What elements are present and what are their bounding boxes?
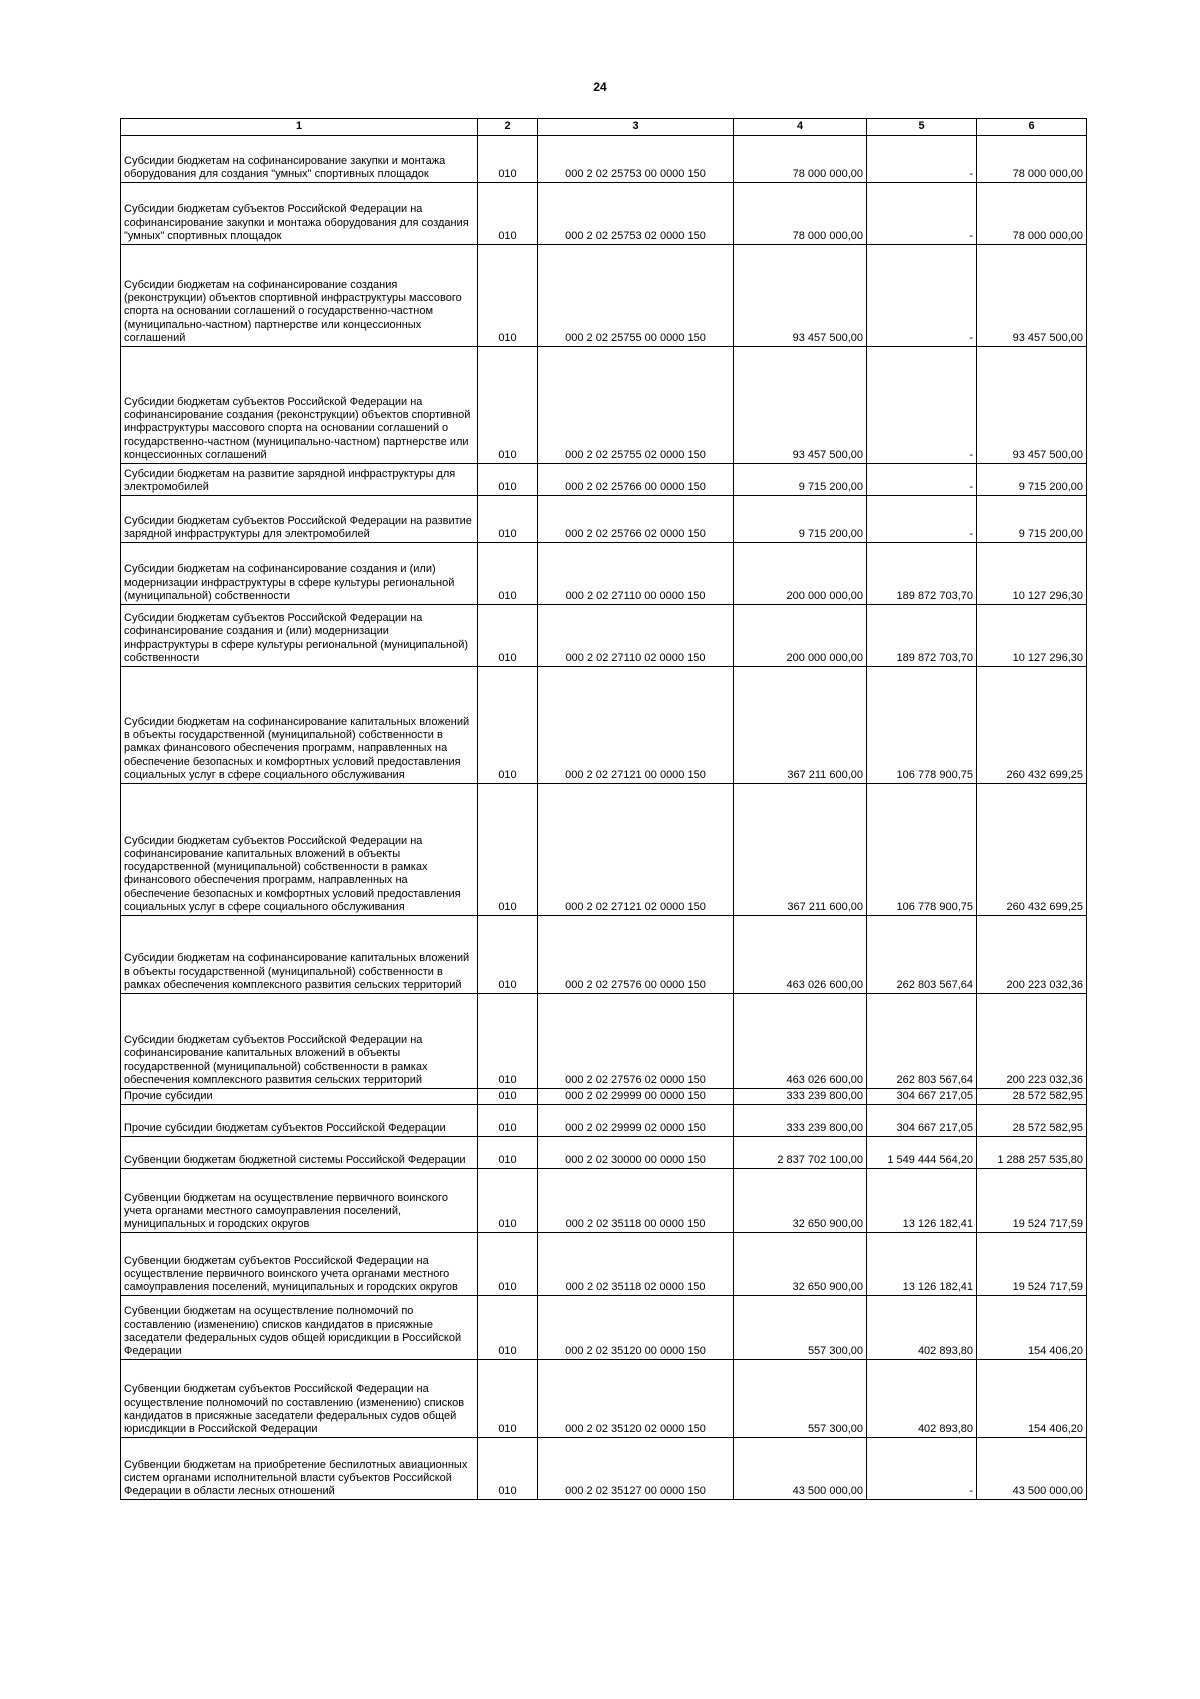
row-assigned-cell: 200 000 000,00	[734, 605, 867, 667]
row-code-cell: 010	[478, 183, 538, 245]
row-assigned-cell: 32 650 900,00	[734, 1169, 867, 1233]
row-executed-cell: 262 803 567,64	[867, 916, 977, 994]
table-row	[121, 1169, 1087, 1233]
row-remaining-cell: 78 000 000,00	[977, 183, 1087, 245]
row-name-cell: Субсидии бюджетам на софинансирование капитальных вложений в объекты государственной (муниципальной) собственности в рамках обеспечения комплексного развития сельских территорий	[121, 916, 478, 994]
row-executed-cell: 304 667 217,05	[867, 1105, 977, 1137]
table-row	[121, 667, 1087, 784]
row-kbk-cell: 000 2 02 27576 00 0000 150	[538, 916, 734, 994]
row-kbk-cell: 000 2 02 25753 02 0000 150	[538, 183, 734, 245]
row-name-cell: Субсидии бюджетам на развитие зарядной инфраструктуры для электромобилей	[121, 464, 478, 496]
row-kbk-cell: 000 2 02 25766 02 0000 150	[538, 496, 734, 543]
table-row	[121, 784, 1087, 916]
row-code-cell: 010	[478, 496, 538, 543]
table-row	[121, 916, 1087, 994]
row-name-cell: Субсидии бюджетам субъектов Российской Федерации на софинансирование капитальных вложений в объекты государственной (муниципальной) собственности в рамках финансового обеспечения программ, направленных на обеспечение безопасных и комфортных условий предоставления социальных услуг в сфере социального обслуживания	[121, 784, 478, 916]
row-assigned-cell: 463 026 600,00	[734, 916, 867, 994]
row-code-cell: 010	[478, 245, 538, 347]
row-assigned-cell: 93 457 500,00	[734, 347, 867, 464]
row-kbk-cell: 000 2 02 35120 02 0000 150	[538, 1360, 734, 1438]
table-row	[121, 1137, 1087, 1169]
row-name-cell: Субсидии бюджетам субъектов Российской Федерации на софинансирование капитальных вложений в объекты государственной (муниципальной) собственности в рамках обеспечения комплексного развития сельских территорий	[121, 994, 478, 1089]
row-kbk-cell: 000 2 02 35127 00 0000 150	[538, 1438, 734, 1500]
row-code-cell: 010	[478, 1137, 538, 1169]
row-kbk-cell: 000 2 02 25755 00 0000 150	[538, 245, 734, 347]
row-assigned-cell: 557 300,00	[734, 1296, 867, 1360]
row-name-cell: Субсидии бюджетам субъектов Российской Федерации на софинансирование закупки и монтажа оборудования для создания "умных" спортивных площадок	[121, 183, 478, 245]
row-kbk-cell: 000 2 02 27121 02 0000 150	[538, 784, 734, 916]
row-code-cell: 010	[478, 347, 538, 464]
row-executed-cell: 106 778 900,75	[867, 784, 977, 916]
table-row	[121, 347, 1087, 464]
budget-table	[120, 118, 1087, 1500]
row-code-cell: 010	[478, 543, 538, 605]
row-name-cell: Субвенции бюджетам субъектов Российской Федерации на осуществление первичного воинского учета органами местного самоуправления поселений, муниципальных и городских округов	[121, 1233, 478, 1296]
row-name-cell: Субсидии бюджетам на софинансирование создания и (или) модернизации инфраструктуры в сфере культуры региональной (муниципальной) собственности	[121, 543, 478, 605]
row-assigned-cell: 333 239 800,00	[734, 1105, 867, 1137]
row-executed-cell: 402 893,80	[867, 1296, 977, 1360]
row-assigned-cell: 9 715 200,00	[734, 464, 867, 496]
row-executed-cell: -	[867, 1438, 977, 1500]
row-assigned-cell: 333 239 800,00	[734, 1089, 867, 1105]
row-name-cell: Субсидии бюджетам субъектов Российской Федерации на софинансирование создания (реконструкции) объектов спортивной инфраструктуры массового спорта на основании соглашений о государственно-частном (муниципально-частном) партнерстве или концессионных соглашений	[121, 347, 478, 464]
row-remaining-cell: 10 127 296,30	[977, 543, 1087, 605]
row-assigned-cell: 367 211 600,00	[734, 667, 867, 784]
row-code-cell: 010	[478, 136, 538, 183]
row-executed-cell: 1 549 444 564,20	[867, 1137, 977, 1169]
row-code-cell: 010	[478, 1438, 538, 1500]
column-header-4: 4	[734, 119, 867, 136]
row-code-cell: 010	[478, 605, 538, 667]
table-body	[121, 136, 1087, 1500]
row-assigned-cell: 367 211 600,00	[734, 784, 867, 916]
row-remaining-cell: 154 406,20	[977, 1360, 1087, 1438]
table-header	[121, 119, 1087, 136]
row-code-cell: 010	[478, 667, 538, 784]
row-remaining-cell: 10 127 296,30	[977, 605, 1087, 667]
page-number: 24	[593, 80, 607, 94]
row-assigned-cell: 2 837 702 100,00	[734, 1137, 867, 1169]
row-remaining-cell: 9 715 200,00	[977, 464, 1087, 496]
row-code-cell: 010	[478, 1296, 538, 1360]
row-remaining-cell: 28 572 582,95	[977, 1089, 1087, 1105]
row-executed-cell: 13 126 182,41	[867, 1233, 977, 1296]
table-row	[121, 1089, 1087, 1105]
row-kbk-cell: 000 2 02 29999 02 0000 150	[538, 1105, 734, 1137]
row-kbk-cell: 000 2 02 27110 02 0000 150	[538, 605, 734, 667]
table-row	[121, 1105, 1087, 1137]
row-kbk-cell: 000 2 02 30000 00 0000 150	[538, 1137, 734, 1169]
column-header-2: 2	[478, 119, 538, 136]
row-name-cell: Субвенции бюджетам на осуществление первичного воинского учета органами местного самоуправления поселений, муниципальных и городских округов	[121, 1169, 478, 1233]
row-assigned-cell: 200 000 000,00	[734, 543, 867, 605]
row-executed-cell: -	[867, 496, 977, 543]
row-code-cell: 010	[478, 994, 538, 1089]
row-assigned-cell: 557 300,00	[734, 1360, 867, 1438]
row-remaining-cell: 19 524 717,59	[977, 1233, 1087, 1296]
table-row	[121, 994, 1087, 1089]
row-kbk-cell: 000 2 02 25755 02 0000 150	[538, 347, 734, 464]
row-kbk-cell: 000 2 02 27110 00 0000 150	[538, 543, 734, 605]
row-remaining-cell: 260 432 699,25	[977, 667, 1087, 784]
row-assigned-cell: 93 457 500,00	[734, 245, 867, 347]
table-row	[121, 1360, 1087, 1438]
table-row	[121, 1296, 1087, 1360]
row-kbk-cell: 000 2 02 35120 00 0000 150	[538, 1296, 734, 1360]
table-row	[121, 543, 1087, 605]
row-kbk-cell: 000 2 02 27576 02 0000 150	[538, 994, 734, 1089]
row-remaining-cell: 9 715 200,00	[977, 496, 1087, 543]
row-name-cell: Субсидии бюджетам субъектов Российской Федерации на развитие зарядной инфраструктуры для электромобилей	[121, 496, 478, 543]
row-executed-cell: 402 893,80	[867, 1360, 977, 1438]
row-name-cell: Субсидии бюджетам на софинансирование создания (реконструкции) объектов спортивной инфраструктуры массового спорта на основании соглашений о государственно-частном (муниципально-частном) партнерстве или концессионных соглашений	[121, 245, 478, 347]
table-row	[121, 1438, 1087, 1500]
table-row	[121, 183, 1087, 245]
row-assigned-cell: 43 500 000,00	[734, 1438, 867, 1500]
row-name-cell: Субвенции бюджетам бюджетной системы Российской Федерации	[121, 1137, 478, 1169]
row-executed-cell: 304 667 217,05	[867, 1089, 977, 1105]
row-name-cell: Субсидии бюджетам на софинансирование капитальных вложений в объекты государственной (муниципальной) собственности в рамках финансового обеспечения программ, направленных на обеспечение безопасных и комфортных условий предоставления социальных услуг в сфере социального обслуживания	[121, 667, 478, 784]
row-executed-cell: 106 778 900,75	[867, 667, 977, 784]
column-header-3: 3	[538, 119, 734, 136]
row-kbk-cell: 000 2 02 35118 02 0000 150	[538, 1233, 734, 1296]
row-remaining-cell: 19 524 717,59	[977, 1169, 1087, 1233]
row-assigned-cell: 32 650 900,00	[734, 1233, 867, 1296]
table-row	[121, 136, 1087, 183]
row-remaining-cell: 28 572 582,95	[977, 1105, 1087, 1137]
table-row	[121, 245, 1087, 347]
column-header-5: 5	[867, 119, 977, 136]
row-code-cell: 010	[478, 1089, 538, 1105]
row-executed-cell: -	[867, 245, 977, 347]
row-kbk-cell: 000 2 02 25753 00 0000 150	[538, 136, 734, 183]
row-kbk-cell: 000 2 02 29999 00 0000 150	[538, 1089, 734, 1105]
row-name-cell: Прочие субсидии бюджетам субъектов Российской Федерации	[121, 1105, 478, 1137]
row-remaining-cell: 154 406,20	[977, 1296, 1087, 1360]
row-name-cell: Субсидии бюджетам на софинансирование закупки и монтажа оборудования для создания "умных" спортивных площадок	[121, 136, 478, 183]
row-assigned-cell: 78 000 000,00	[734, 183, 867, 245]
row-code-cell: 010	[478, 1105, 538, 1137]
row-remaining-cell: 200 223 032,36	[977, 916, 1087, 994]
row-kbk-cell: 000 2 02 25766 00 0000 150	[538, 464, 734, 496]
row-executed-cell: -	[867, 183, 977, 245]
row-code-cell: 010	[478, 464, 538, 496]
row-assigned-cell: 78 000 000,00	[734, 136, 867, 183]
row-name-cell: Субвенции бюджетам субъектов Российской Федерации на осуществление полномочий по составлению (изменению) списков кандидатов в присяжные заседатели федеральных судов общей юрисдикции в Российской Федерации	[121, 1360, 478, 1438]
row-code-cell: 010	[478, 1360, 538, 1438]
row-kbk-cell: 000 2 02 35118 00 0000 150	[538, 1169, 734, 1233]
row-remaining-cell: 78 000 000,00	[977, 136, 1087, 183]
row-executed-cell: 262 803 567,64	[867, 994, 977, 1089]
row-kbk-cell: 000 2 02 27121 00 0000 150	[538, 667, 734, 784]
row-code-cell: 010	[478, 916, 538, 994]
row-remaining-cell: 1 288 257 535,80	[977, 1137, 1087, 1169]
row-name-cell: Субвенции бюджетам на приобретение беспилотных авиационных систем органами исполнительной власти субъектов Российской Федерации в области лесных отношений	[121, 1438, 478, 1500]
row-name-cell: Прочие субсидии	[121, 1089, 478, 1105]
row-remaining-cell: 93 457 500,00	[977, 245, 1087, 347]
row-remaining-cell: 200 223 032,36	[977, 994, 1087, 1089]
row-assigned-cell: 9 715 200,00	[734, 496, 867, 543]
row-code-cell: 010	[478, 1233, 538, 1296]
column-header-1: 1	[121, 119, 478, 136]
row-remaining-cell: 260 432 699,25	[977, 784, 1087, 916]
table-row	[121, 605, 1087, 667]
row-code-cell: 010	[478, 784, 538, 916]
row-name-cell: Субвенции бюджетам на осуществление полномочий по составлению (изменению) списков кандидатов в присяжные заседатели федеральных судов общей юрисдикции в Российской Федерации	[121, 1296, 478, 1360]
row-assigned-cell: 463 026 600,00	[734, 994, 867, 1089]
row-executed-cell: 189 872 703,70	[867, 605, 977, 667]
table-row	[121, 464, 1087, 496]
row-executed-cell: -	[867, 347, 977, 464]
row-remaining-cell: 43 500 000,00	[977, 1438, 1087, 1500]
row-executed-cell: -	[867, 136, 977, 183]
row-executed-cell: 13 126 182,41	[867, 1169, 977, 1233]
table-row	[121, 1233, 1087, 1296]
table-row	[121, 496, 1087, 543]
row-remaining-cell: 93 457 500,00	[977, 347, 1087, 464]
row-executed-cell: 189 872 703,70	[867, 543, 977, 605]
row-executed-cell: -	[867, 464, 977, 496]
row-code-cell: 010	[478, 1169, 538, 1233]
column-header-6: 6	[977, 119, 1087, 136]
row-name-cell: Субсидии бюджетам субъектов Российской Федерации на софинансирование создания и (или) модернизации инфраструктуры в сфере культуры региональной (муниципальной) собственности	[121, 605, 478, 667]
